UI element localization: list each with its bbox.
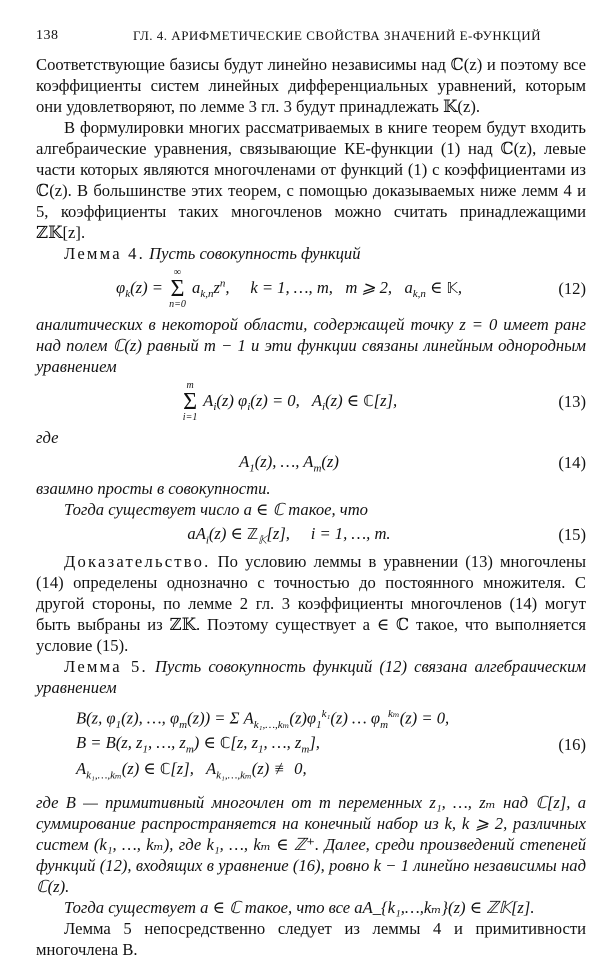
equation-16-number: (16)	[558, 734, 586, 754]
lemma-4-label: Лемма 4.	[64, 244, 145, 263]
lemma-4-continuation: аналитических в некоторой области, содержащей точку z = 0 имеет ранг над полем ℂ(z) равный m − 1 и эти функции связаны линейным однородным уравнением	[36, 315, 586, 376]
equation-16-line-3: $A_{k_1,\dots,k_m}(z)$ ∈ ℂ[z], $A_{k_1,\dots,k_m}(z)$ ≢ 0,	[76, 759, 307, 782]
proof-text: По условию леммы в уравнении (13) многочлены (14) определены однозначно с точностью до постоянного множителя. С другой стороны, по лемме 2 гл. 3 коэффициенты многочленов (14) могут быть выбраны из ℤ𝕂. Поэтому существует a ∈ ℂ такое, что выполняется условие (15).	[36, 551, 587, 655]
paragraph-2: В формулировки многих рассматриваемых в книге теорем будут входить алгебраические уравнения, связывающие КЕ-функции (1) над ℂ(z), левые части которых являются многочленами от функций (1) с коэффициентами из ℂ(z). В большинстве этих теорем, с помощью доказываемых ниже лемм 4 и 5, коэффициенты таких многочленов можно считать принадлежащими ℤ𝕂[z].	[36, 118, 586, 242]
equation-15	[36, 524, 586, 546]
equation-14-body: $A_1(z)$, …, $A_m(z)$	[239, 452, 339, 475]
paragraph-1: Соответствующие базисы будут линейно независимы над ℂ(z) и поэтому все коэффициенты систем линейных дифференциальных уравнений, которым они удовлетворяют, по лемме 3 гл. 3 будут принадлежать 𝕂(z).	[36, 55, 586, 116]
final-paragraph: Лемма 5 непосредственно следует из леммы 4 и примитивности многочлена B.	[36, 918, 586, 959]
equation-13	[36, 381, 586, 423]
equation-system-16	[36, 706, 586, 784]
lemma-5-continuation: где B — примитивный многочлен от m переменных z₁, …, zₘ над ℂ[z], а суммирование распространяется на конечный набор из k, k ⩾ 2, различных систем (k₁, …, kₘ), где k₁, …, kₘ ∈ ℤ⁺. Далее, среди произведений степеней функций (12), входящих в уравнение (16), ровно k − 1 линейно независимы над ℂ(z).	[36, 792, 586, 896]
equation-15-body: $aA_i(z)$ ∈ ℤ$_𝕂$[z], i = 1, …, m.	[187, 524, 391, 547]
lemma-5-conclusion: Тогда существует a ∈ ℂ такое, что все aA_{k₁,…,kₘ}(z) ∈ ℤ𝕂[z].	[64, 897, 535, 917]
page-header	[36, 28, 586, 54]
equation-15-number: (15)	[558, 525, 586, 545]
proof-label: Доказательство.	[64, 551, 211, 571]
equation-16-line-2: B = B(z, $z_1$, …, $z_m$) ∈ ℂ[z, $z_1$, …, $z_m$], (16)	[76, 733, 586, 756]
equation-12	[36, 268, 586, 310]
coprime-text: взаимно просты в совокупности.	[36, 479, 271, 499]
equation-13-number: (13)	[558, 392, 586, 411]
equation-13-body: m Σ i=1 $A_i(z) \varphi_i(z) = 0$, $A_i(z)$ ∈ ℂ[z],	[182, 380, 398, 423]
equation-16-line-1: B(z, $\varphi_1(z)$, …, $\varphi_m(z)) = \Sigma$ $A_{k_1,\dots,k_m}(z)\varphi_1^{k_1}(z)$ … $\varphi_m^{k_m}(z) = 0$,	[76, 707, 450, 731]
page-number: 138	[36, 28, 59, 43]
equation-12-number: (12)	[558, 279, 586, 298]
proof	[36, 551, 586, 656]
lemma-4-text: Пусть совокупность функций	[149, 244, 361, 263]
lemma-5-label: Лемма 5.	[64, 656, 148, 676]
page	[36, 28, 586, 960]
running-title: ГЛ. 4. АРИФМЕТИЧЕСКИЕ СВОЙСТВА ЗНАЧЕНИЙ Е-ФУНКЦИЙ	[132, 28, 542, 43]
lemma-5-text: Пусть совокупность функций (12) связана алгебраическим уравнением	[36, 656, 586, 697]
equation-12-body: $\varphi_k(z)$ = ∞ Σ n=0 $a_{k,n}z^n$, k = 1, …, m, m ⩾ 2, $a_{k,n}$ ∈ 𝕂,	[116, 267, 462, 310]
lemma-4-statement	[36, 243, 586, 264]
equation-14	[36, 452, 586, 474]
lemma-5-statement	[36, 656, 586, 698]
where-text: где	[36, 428, 59, 447]
then-exists-text: Тогда существует число a ∈ ℂ такое, что	[64, 500, 368, 520]
equation-14-number: (14)	[558, 453, 586, 473]
